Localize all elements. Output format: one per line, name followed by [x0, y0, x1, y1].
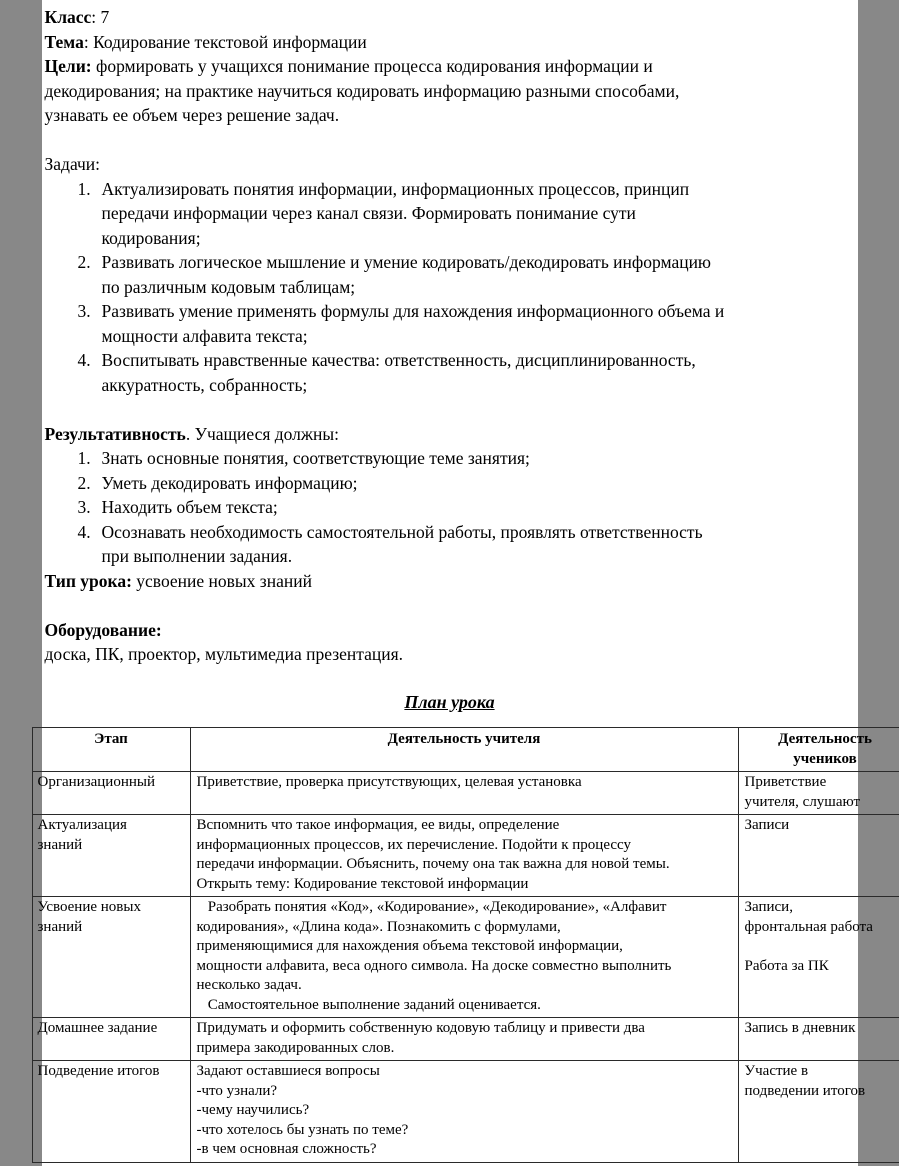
cell-text: Актуализация знаний	[37, 817, 127, 853]
tasks-heading: Задачи:	[44, 154, 101, 174]
item-number: 4.	[77, 521, 91, 542]
item-text: Актуализировать понятия информации, информационных процессов, принцип передачи информации через канал связи. Формировать понимание сути кодирования;	[101, 178, 690, 248]
tasks-item	[45, 348, 858, 397]
equipment-heading	[45, 618, 858, 643]
cell-text: Организационный	[37, 774, 155, 790]
cell-students	[738, 897, 899, 1018]
cell-stage	[32, 815, 190, 897]
plan-title-row	[42, 690, 858, 715]
item-text: Находить объем текста;	[101, 497, 278, 517]
class-label: Класс	[44, 7, 92, 27]
blank-line	[45, 128, 858, 153]
field-theme	[45, 30, 858, 55]
cell-text: Вспомнить что такое информация, ее виды, определение информационных процессов, их перечисление. Подойти к процессу передачи информации. Объяснить, почему она так важна для новой темы. Открыть тему: Кодирование текстовой информации	[196, 817, 670, 892]
blank-line	[45, 397, 858, 422]
results-item	[45, 471, 858, 496]
cell-text: Домашнее задание	[37, 1020, 158, 1036]
results-heading-rest: . Учащиеся должны:	[185, 423, 339, 444]
cell-stage	[32, 772, 190, 815]
goals-text: формировать у учащихся понимание процесса кодирования информации и декодирования; на практике научиться кодировать информацию разными способами, узнавать ее объем через решение задач.	[44, 56, 680, 125]
cell-teacher	[190, 772, 738, 815]
cell-text: Участие в подведении итогов	[744, 1063, 866, 1099]
cell-students	[738, 772, 899, 815]
results-item	[45, 520, 858, 569]
cell-text: Подведение итогов	[37, 1063, 160, 1079]
equipment-label: Оборудование:	[44, 619, 162, 640]
cell-students	[738, 1061, 899, 1163]
lesson-plan-table	[32, 727, 899, 1163]
results-item	[45, 446, 858, 471]
item-number: 3.	[77, 301, 91, 321]
field-lesson-type	[45, 569, 858, 594]
table-row	[32, 1061, 899, 1163]
lesson-type-value: усвоение новых знаний	[131, 570, 312, 591]
cell-text: Придумать и оформить собственную кодовую таблицу и привести два примера закодированных слов.	[196, 1020, 645, 1056]
cell-text: Записи	[744, 817, 790, 833]
equipment-value: доска, ПК, проектор, мультимедиа презентация.	[44, 644, 404, 664]
cell-text: Приветствие, проверка присутствующих, целевая установка	[196, 774, 582, 790]
lesson-type-label: Тип урока:	[44, 570, 132, 591]
theme-label: Тема	[44, 31, 84, 52]
results-item	[45, 495, 858, 520]
tasks-item	[45, 250, 858, 299]
blank-line	[45, 593, 858, 618]
cell-teacher	[190, 897, 738, 1018]
table-row	[32, 1018, 899, 1061]
cell-stage	[32, 1061, 190, 1163]
item-text: Развивать логическое мышление и умение кодировать/декодировать информацию по различным кодовым таблицам;	[101, 252, 712, 297]
cell-stage	[32, 897, 190, 1018]
tasks-list	[45, 177, 858, 398]
plan-title: План урока	[404, 691, 495, 712]
item-text: Развивать умение применять формулы для нахождения информационного объема и мощности алфавита текста;	[101, 301, 725, 346]
theme-value: : Кодирование текстовой информации	[83, 31, 367, 52]
item-text: Осознавать необходимость самостоятельной работы, проявлять ответственность при выполнении задания.	[101, 521, 703, 566]
cell-text: Задают оставшиеся вопросы -что узнали? -чему научились? -что хотелось бы узнать по теме? -в чем основная сложность?	[196, 1063, 409, 1157]
lesson-plan-table-body	[32, 772, 899, 1163]
tasks-item	[45, 299, 858, 348]
table-row	[32, 815, 899, 897]
cell-students	[738, 1018, 899, 1061]
document-page	[37, 0, 873, 1166]
item-number: 2.	[77, 472, 91, 493]
table-row	[32, 772, 899, 815]
item-number: 1.	[77, 448, 91, 468]
cell-teacher	[190, 815, 738, 897]
results-list	[45, 446, 858, 569]
table-header-students-activity: Деятельность учеников	[738, 728, 899, 772]
cell-stage	[32, 1018, 190, 1061]
item-text: Уметь декодировать информацию;	[101, 472, 358, 493]
cell-text: Запись в дневник	[744, 1020, 856, 1036]
cell-teacher	[190, 1018, 738, 1061]
table-header-stage: Этап	[32, 728, 190, 772]
cell-text: Разобрать понятия «Код», «Кодирование», «Декодирование», «Алфавит кодирования», «Длина кода». Познакомить с формулами, применяющимися для нахождения объема текстовой информации, мощности алфавита, веса одного символа. На доске совместно выполнить несколько задач. Самостоятельное выполнение заданий оценивается.	[196, 899, 672, 1013]
class-value: : 7	[91, 7, 110, 27]
document-header-section	[42, 0, 858, 667]
field-class	[45, 5, 858, 30]
item-number: 4.	[77, 350, 91, 370]
cell-students	[738, 815, 899, 897]
field-goals	[45, 54, 858, 128]
table-header-row	[32, 728, 899, 772]
cell-text: Приветствие учителя, слушают	[744, 774, 861, 810]
item-text: Знать основные понятия, соответствующие теме занятия;	[101, 448, 530, 468]
item-number: 1.	[77, 178, 91, 199]
table-header-teacher-activity: Деятельность учителя	[190, 728, 738, 772]
goals-label: Цели:	[44, 56, 92, 76]
cell-text: Усвоение новых знаний	[37, 899, 141, 935]
tasks-item	[45, 177, 858, 251]
results-heading	[45, 422, 858, 447]
table-row	[32, 897, 899, 1018]
item-number: 3.	[77, 497, 91, 517]
cell-text: Записи, фронтальная работа Работа за ПК	[744, 899, 873, 974]
item-number: 2.	[77, 252, 91, 272]
cell-teacher	[190, 1061, 738, 1163]
item-text: Воспитывать нравственные качества: ответственность, дисциплинированность, аккуратность, собранность;	[101, 350, 696, 395]
results-heading-bold: Результативность	[44, 423, 186, 444]
